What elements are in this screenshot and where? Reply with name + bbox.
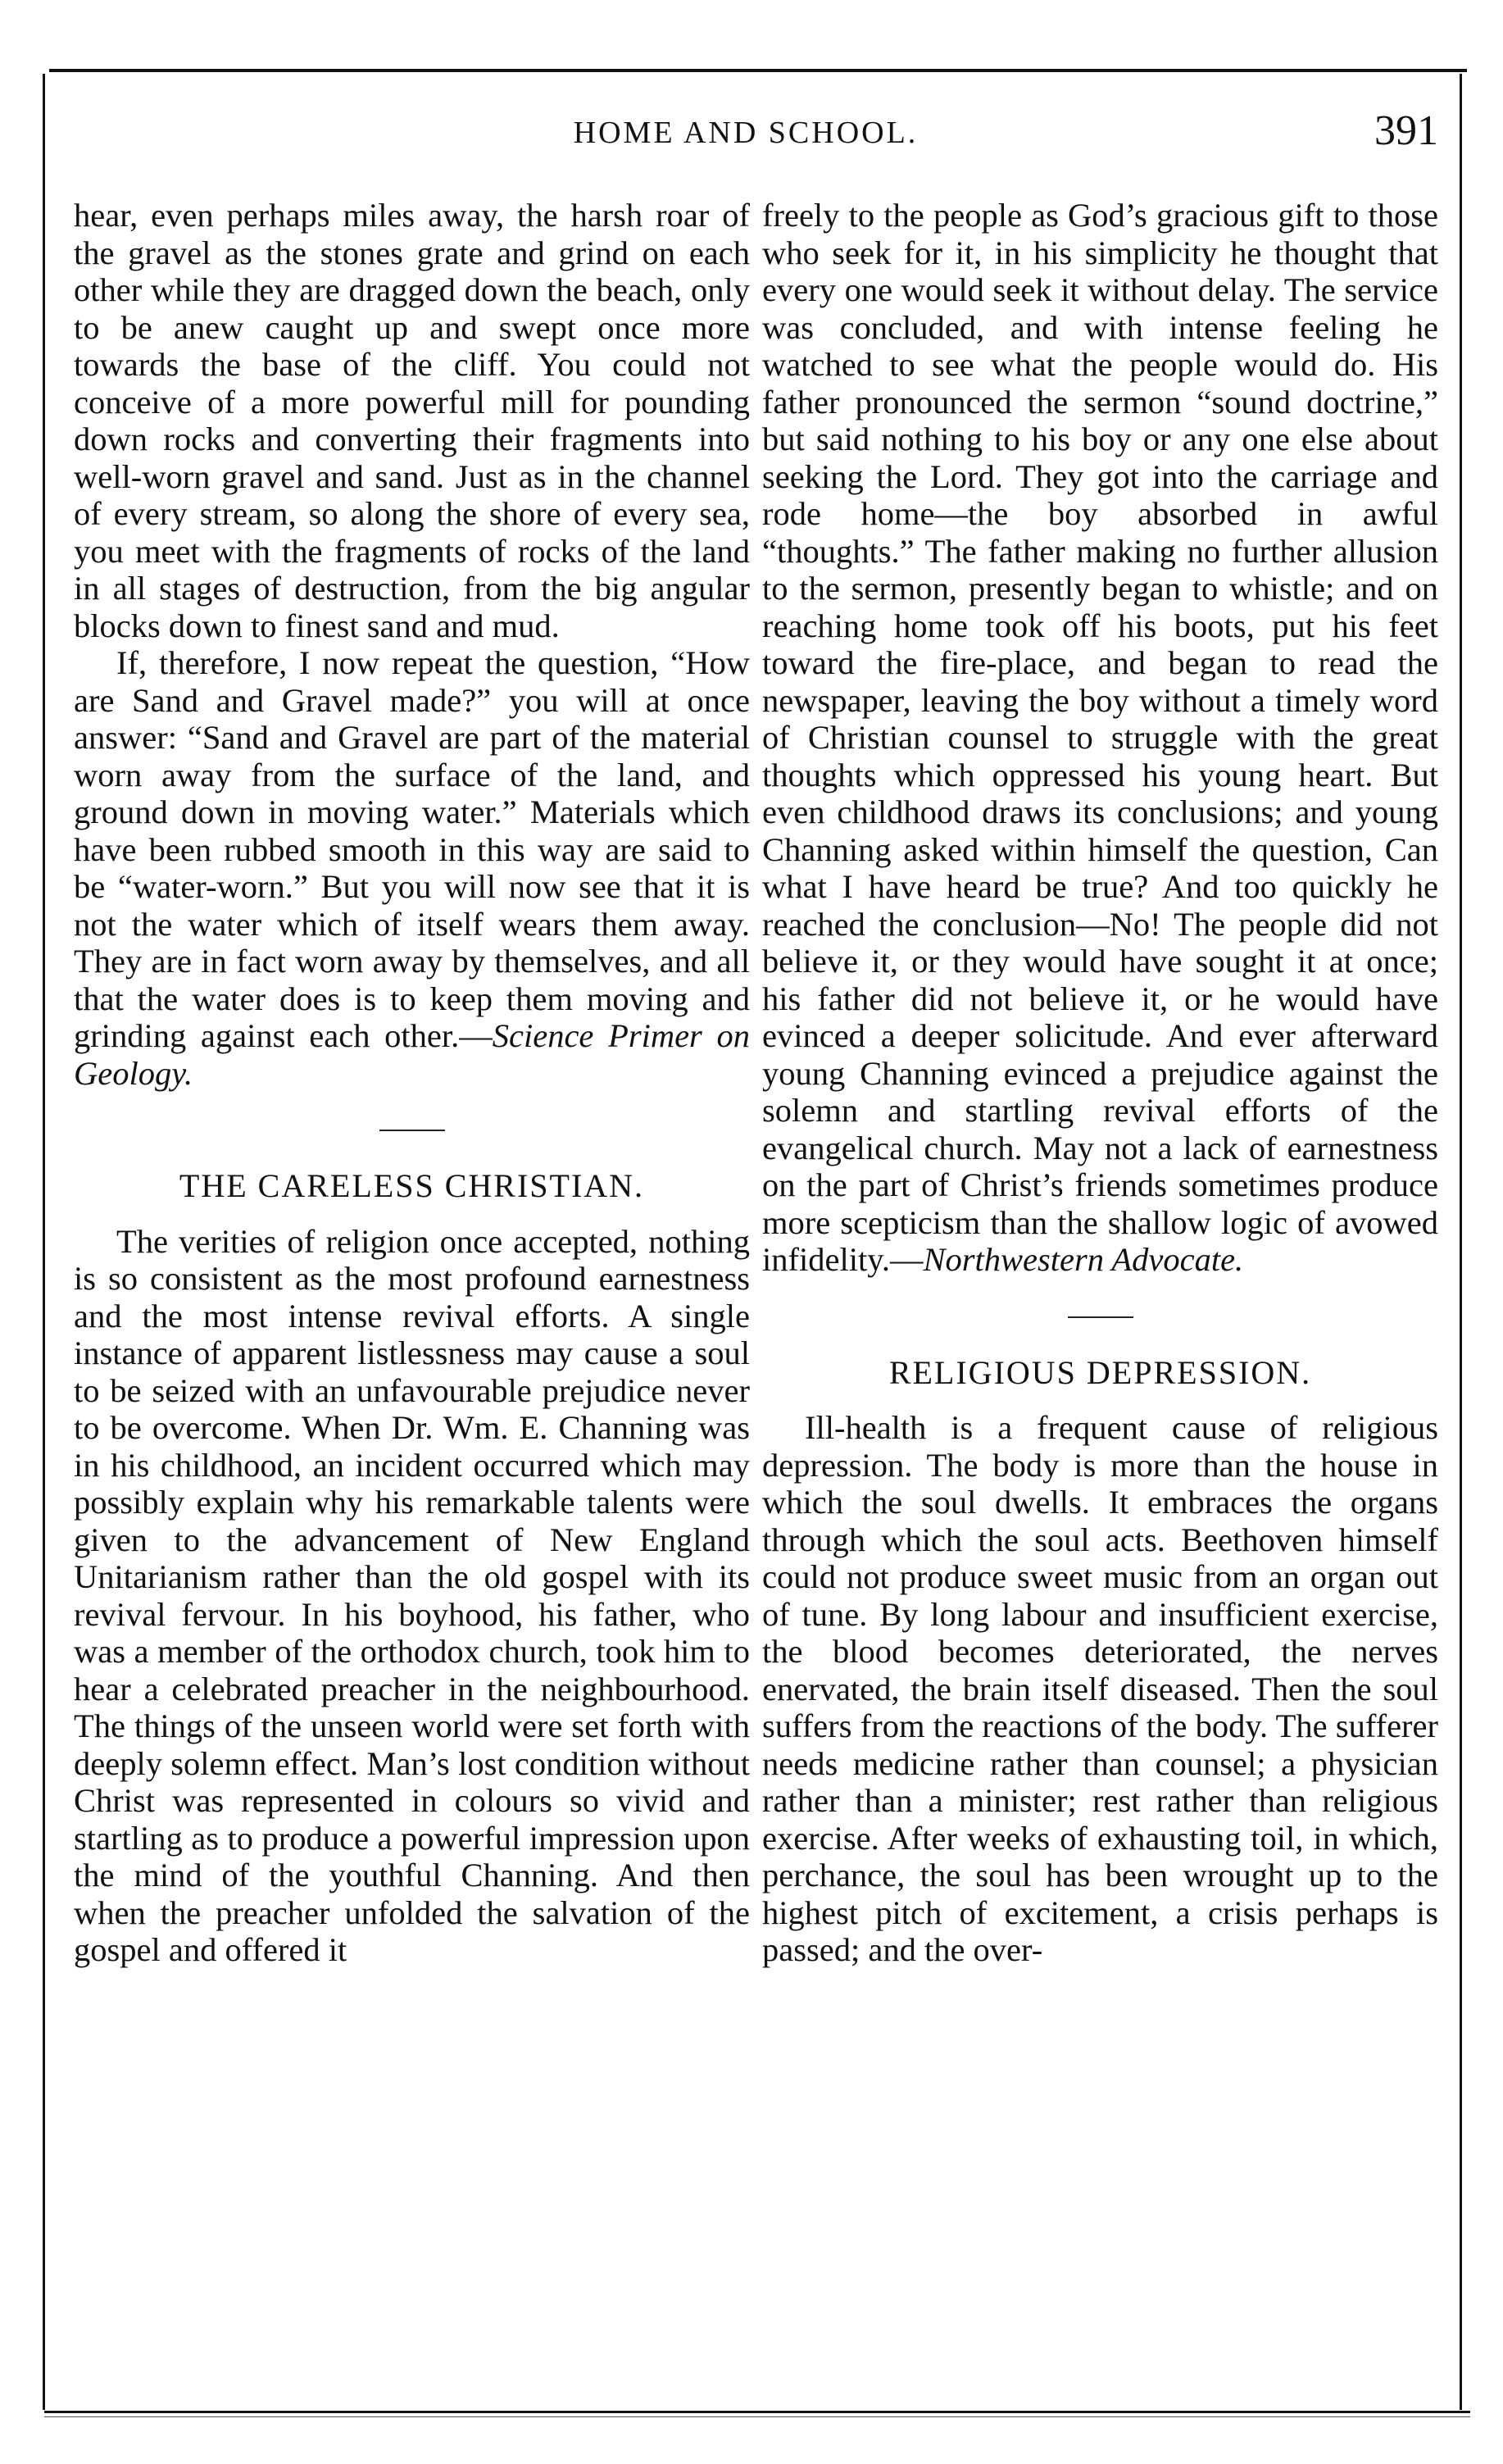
section-title-religious-depression: RELIGIOUS DEPRESSION. [888, 1353, 1312, 1391]
section-title-careless-christian: THE CARELESS CHRISTIAN. [179, 1167, 645, 1204]
page-number: 391 [1374, 107, 1438, 154]
right-column [762, 197, 1438, 1969]
source-citation: Northwestern Advocate. [923, 1241, 1244, 1278]
paragraph-careless-christian: The verities of religion once accepted, nothing is so consistent as the most profound earnestness and the most intense revival efforts. A single instance of apparent listlessness may cause a soul to be seized with an unfavourable prejudice never to be overcome. When Dr. Wm. E. Channing was in his childhood, an incident occurred which may possibly explain why his remarkable talents were given to the advancement of New England Unitarianism rather than the old gospel with its revival fervour. In his boyhood, his father, who was a member of the orthodox church, took him to hear a celebrated preacher in the neighbourhood. The things of the unseen world were set forth with deeply solemn effect. Man’s lost condition without Christ was represented in colours so vivid and startling as to produce a powerful impression upon the mind of the youthful Channing. And then when the preacher unfolded the salvation of the gospel and offered it [74, 1222, 750, 1968]
source-citation: Science Primer on Geology. [74, 1017, 750, 1092]
running-head: HOME AND SCHOOL. [573, 116, 919, 150]
left-border-rule [43, 74, 45, 2410]
page-header [66, 105, 1438, 162]
bottom-rule-thin [44, 2416, 1470, 2417]
section-separator [379, 1130, 445, 1131]
left-column [74, 197, 750, 1969]
paragraph-text: freely to the people as God’s gracious gift to those who seek for it, in his simplicity he thought that every one would seek it without delay. The service was concluded, and with intense feeling he watched to see what the people would do. His father pronounced the sermon “sound doctrine,” but said nothing to his boy or any one else about seeking the Lord. They got into the carriage and rode home—the boy absorbed in awful “thoughts.” The father making no further allusion to the sermon, presently began to whistle; and on reaching home took off his boots, put his feet toward the fire-place, and began to read the newspaper, leaving the boy without a timely word of Christian counsel to struggle with the great thoughts which oppressed his young heart. But even childhood draws its conclusions; and young Channing asked within himself the question, Can what I have heard be true? And too quickly he reached the conclusion—No! The people did not believe it, or they would have sought it at once; his father did not believe it, or he would have evinced a deeper solicitude. And ever afterward young Channing evinced a prejudice against the solemn and startling revival efforts of the evangelical church. May not a lack of earnestness on the part of Christ’s friends sometimes produce more scepticism than the shallow logic of avowed infidelity.— [762, 197, 1438, 1278]
paragraph-religious-depression: Ill-health is a frequent cause of religious depression. The body is more than the house in which the soul dwells. It embraces the organs through which the soul acts. Beethoven himself could not produce sweet music from an organ out of tune. By long labour and insufficient exercise, the blood becomes deteriorated, the nerves enervated, the brain itself diseased. Then the soul suffers from the reactions of the body. The sufferer needs medicine rather than counsel; a physician rather than a minister; rest rather than religious exercise. After weeks of exhausting toil, in which, perchance, the soul has been wrought up to the highest pitch of excitement, a crisis perhaps is passed; and the over- [762, 1409, 1438, 1968]
paragraph-channing-continued [762, 197, 1438, 1279]
paragraph-sand-and-gravel [74, 644, 750, 1092]
bottom-rule [44, 2411, 1470, 2413]
right-border-rule [1460, 74, 1462, 2410]
paragraph-text: If, therefore, I now repeat the question, “How are Sand and Gravel made?” you will at once answer: “Sand and Gravel are part of the material worn away from the surface of the land, and ground down in moving water.” Materials which have been rubbed smooth in this way are said to be “water-worn.” But you will now see that it is not the water which of itself wears them away. They are in fact worn away by themselves, and all that the water does is to keep them moving and grinding against each other.— [74, 644, 750, 1054]
section-separator [1068, 1316, 1133, 1318]
paragraph-gravel-continued: hear, even perhaps miles away, the harsh roar of the gravel as the stones grate and grind on each other while they are dragged down the beach, only to be anew caught up and swept once more towards the base of the cliff. You could not conceive of a more powerful mill for pounding down rocks and converting their fragments into well-worn gravel and sand. Just as in the channel of every stream, so along the shore of every sea, you meet with the fragments of rocks of the land in all stages of destruction, from the big angular blocks down to finest sand and mud. [74, 197, 750, 644]
top-rule [49, 69, 1467, 72]
